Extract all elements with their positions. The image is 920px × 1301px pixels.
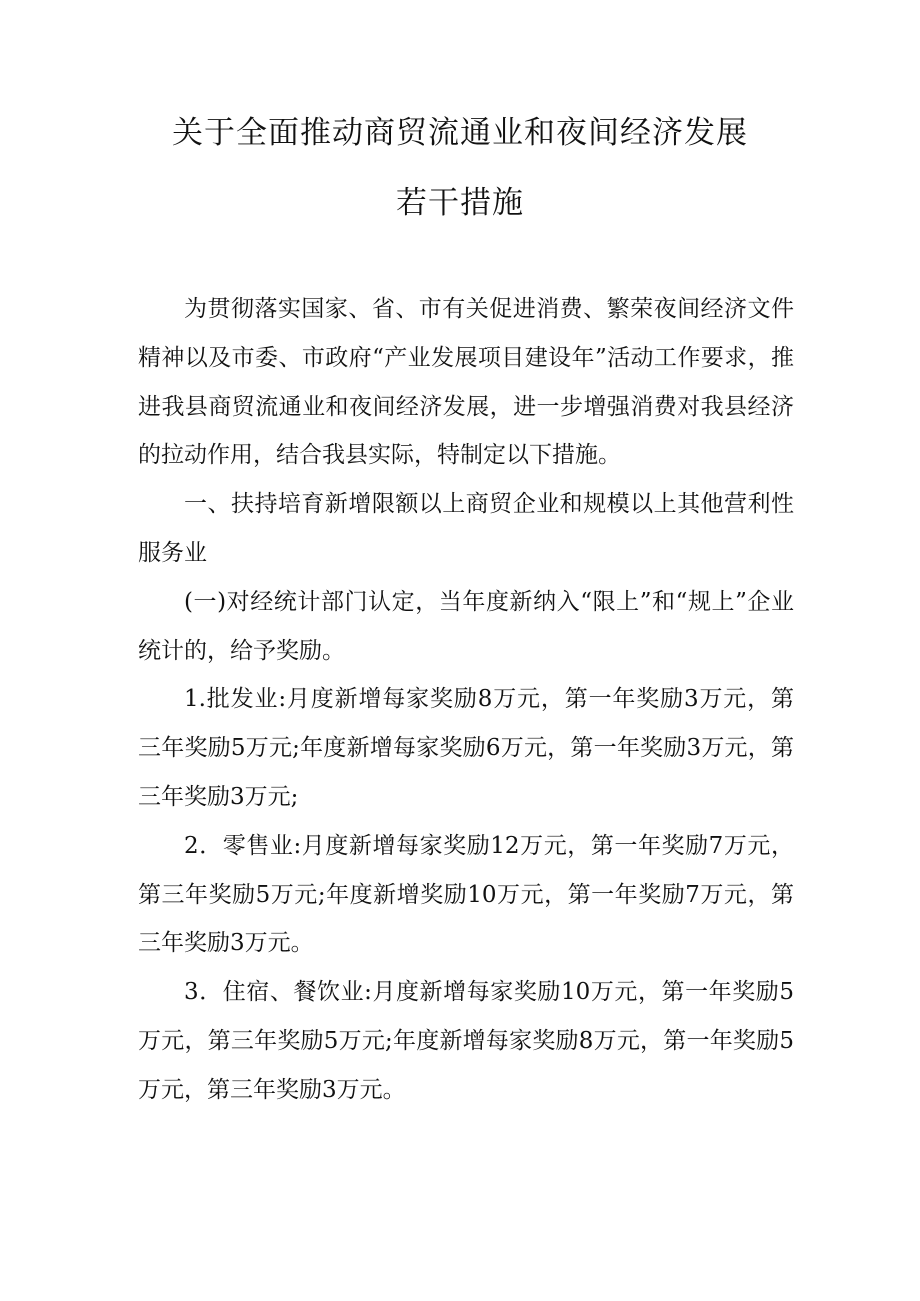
- document-title-line2: 若干措施: [396, 185, 524, 221]
- document-title-line1: 关于全面推动商贸流通业和夜间经济发展: [172, 115, 748, 151]
- paragraph-item-1: (一)对经统计部门认定，当年度新纳入“限上”和“规上”企业统计的，给予奖励。: [138, 588, 794, 664]
- paragraph-wholesale: 1.批发业:月度新增每家奖励8万元，第一年奖励3万元，第三年奖励5万元;年度新增每家奖励6万元，第一年奖励3万元，第三年奖励3万元;: [138, 686, 794, 810]
- document-body: [138, 285, 794, 1115]
- paragraph-retail: 2．零售业:月度新增每家奖励12万元，第一年奖励7万元，第三年奖励5万元;年度新增奖励10万元，第一年奖励7万元，第三年奖励3万元。: [138, 832, 794, 957]
- paragraph-accommodation-catering: 3．住宿、餐饮业:月度新增每家奖励10万元，第一年奖励5万元，第三年奖励5万元;年度新增每家奖励8万元，第一年奖励5万元，第三年奖励3万元。: [138, 979, 794, 1103]
- paragraph-intro: 为贯彻落实国家、省、市有关促进消费、繁荣夜间经济文件精神以及市委、市政府“产业发展项目建设年”活动工作要求，推进我县商贸流通业和夜间经济发展，进一步增强消费对我县经济的拉动作用，结合我县实际，特制定以下措施。: [138, 296, 794, 469]
- paragraph-section-1-heading: 一、扶持培育新增限额以上商贸企业和规模以上其他营利性服务业: [138, 491, 794, 566]
